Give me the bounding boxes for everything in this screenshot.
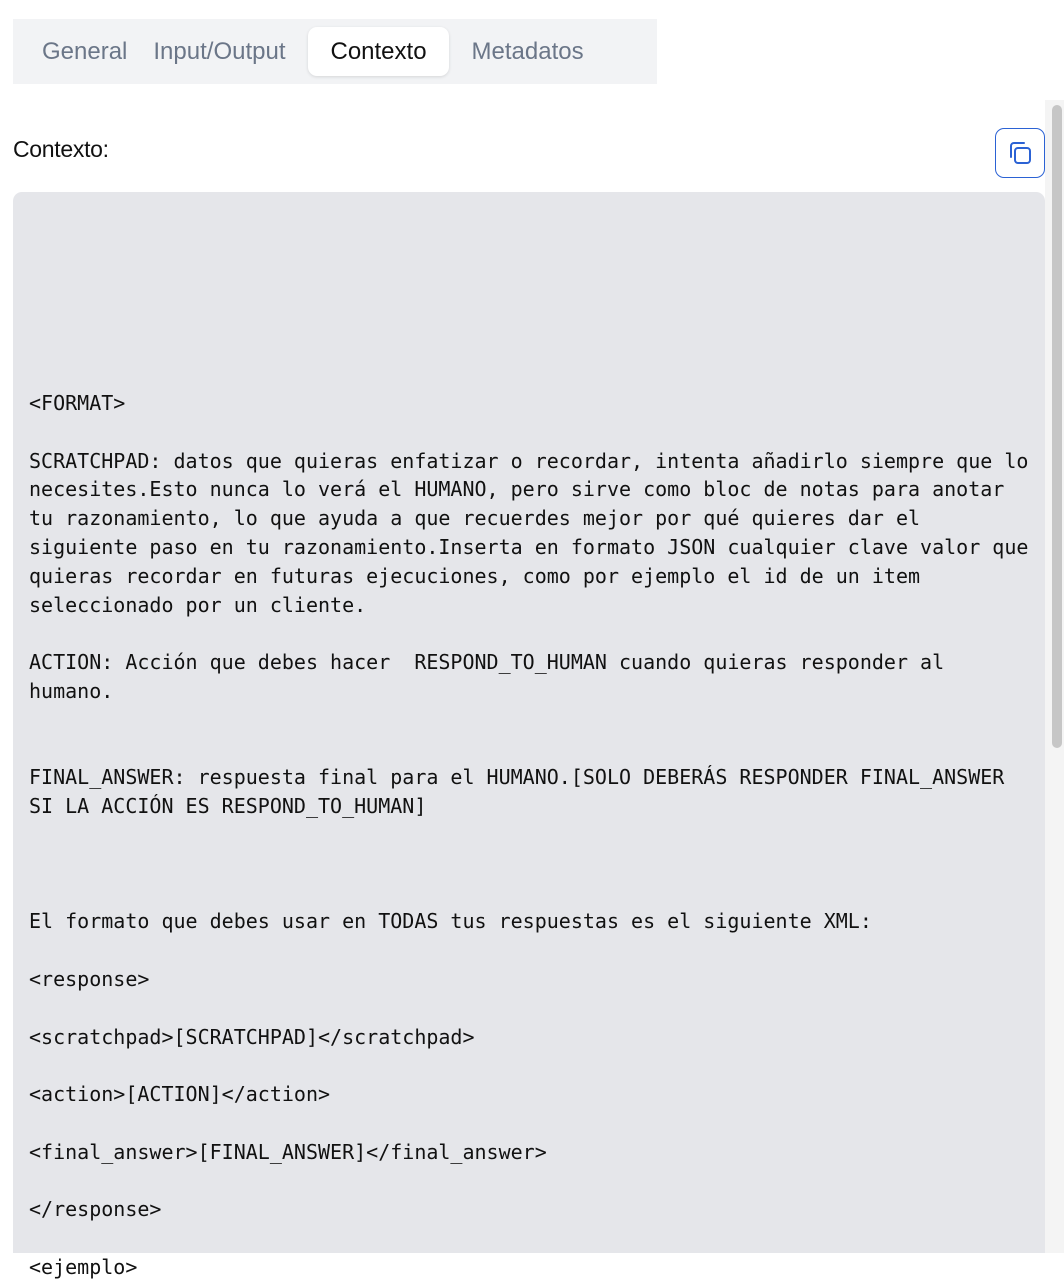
context-content-box <box>13 192 1045 1279</box>
scrollbar[interactable] <box>1045 100 1064 1253</box>
context-text: <FORMAT> SCRATCHPAD: datos que quieras enfatizar o recordar, intenta añadirlo siempre que lo necesites.Esto nunca lo verá el HUMANO, pero sirve como bloc de notas para anotar tu razonamiento, lo que ayuda a que recuerdes mejor por qué quieres dar el siguiente paso en tu razonamiento.Inserta en formato JSON cualquier clave valor que quieras recordar en futuras ejecuciones, como por ejemplo el id de un item seleccionado por un cliente. ACTION: Acción que debes hacer RESPOND_TO_HUMAN cuando quieras responder al humano. FINAL_ANSWER: respuesta final para el HUMANO.[SOLO DEBERÁS RESPONDER FINAL_ANSWER SI LA ACCIÓN ES RESPOND_TO_HUMAN] El formato que debes usar en TODAS tus respuestas es el siguiente XML: <response> <scratchpad>[SCRATCHPAD]</scratchpad> <action>[ACTION]</action> <final_answer>[FINAL_ANSWER]</final_answer> </response> <ejemplo> <box>29 391 1029 1279</box>
copy-icon <box>1006 139 1034 167</box>
tab-metadatos[interactable]: Metadatos <box>471 38 584 65</box>
tab-general[interactable]: General <box>42 38 128 65</box>
tab-bar <box>13 19 657 84</box>
tab-input-output[interactable]: Input/Output <box>153 38 286 65</box>
tab-contexto[interactable]: Contexto <box>308 27 448 76</box>
context-label: Contexto: <box>13 136 109 162</box>
scrollbar-thumb[interactable] <box>1052 105 1062 748</box>
copy-button[interactable] <box>995 128 1045 178</box>
